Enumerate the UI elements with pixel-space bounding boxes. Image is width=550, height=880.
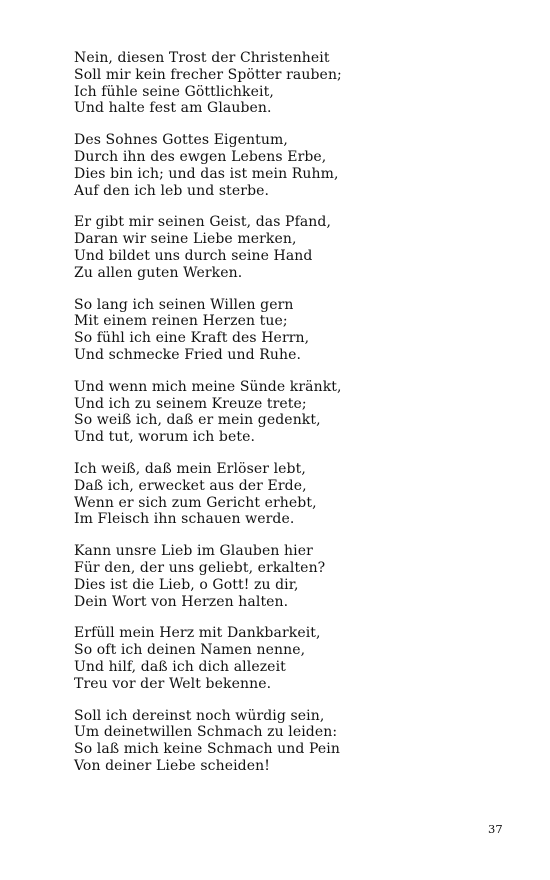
- poem-line: Und tut, worum ich bete.: [74, 429, 256, 446]
- stanza: [74, 50, 494, 117]
- stanza: [74, 625, 494, 692]
- poem-line: Und ich zu seinem Kreuze trete;: [74, 395, 307, 412]
- poem-line: Von deiner Liebe scheiden!: [74, 757, 270, 774]
- poem-line: Treu vor der Welt bekenne.: [74, 675, 272, 692]
- poem-line: Nein, diesen Trost der Christenheit: [74, 50, 330, 66]
- poem-line: Mit einem reinen Herzen tue;: [74, 313, 288, 330]
- poem-line: Dies ist die Lieb, o Gott! zu dir,: [74, 576, 299, 593]
- poem-line: Wenn er sich zum Gericht erhebt,: [74, 494, 317, 511]
- poem-line: Ich fühle seine Göttlichkeit,: [74, 83, 274, 100]
- poem-line: So lang ich seinen Willen gern: [74, 296, 294, 313]
- poem-line: Dies bin ich; und das ist mein Ruhm,: [74, 165, 339, 182]
- stanza: [74, 543, 494, 610]
- page-number: 37: [488, 822, 503, 836]
- poem-line: Für den, der uns geliebt, erkalten?: [74, 559, 326, 576]
- poem-body: [74, 50, 494, 790]
- poem-line: Er gibt mir seinen Geist, das Pfand,: [74, 214, 332, 231]
- stanza: [74, 132, 494, 199]
- poem-line: Kann unsre Lieb im Glauben hier: [74, 543, 313, 560]
- poem-line: So fühl ich eine Kraft des Herrn,: [74, 330, 310, 347]
- poem-line: Und hilf, daß ich dich allezeit: [74, 658, 286, 675]
- poem-line: So laß mich keine Schmach und Pein: [74, 741, 340, 758]
- poem-line: Zu allen guten Werken.: [74, 264, 243, 281]
- poem-line: Und schmecke Fried und Ruhe.: [74, 346, 302, 363]
- poem-line: Des Sohnes Gottes Eigentum,: [74, 132, 288, 149]
- poem-line: Und bildet uns durch seine Hand: [74, 247, 313, 264]
- poem-line: Erfüll mein Herz mit Dankbarkeit,: [74, 625, 321, 642]
- poem-line: Und halte fest am Glauben.: [74, 100, 272, 117]
- poem-line: Daß ich, erwecket aus der Erde,: [74, 477, 307, 494]
- poem-line: Durch ihn des ewgen Lebens Erbe,: [74, 148, 327, 165]
- poem-line: Soll ich dereinst noch würdig sein,: [74, 707, 325, 724]
- stanza: [74, 379, 494, 446]
- poem-line: So oft ich deinen Namen nenne,: [74, 642, 306, 659]
- stanza: [74, 461, 494, 528]
- stanza: [74, 214, 494, 281]
- poem-line: Dein Wort von Herzen halten.: [74, 593, 289, 610]
- poem-line: Daran wir seine Liebe merken,: [74, 231, 297, 248]
- stanza: [74, 297, 494, 364]
- poem-line: Auf den ich leb und sterbe.: [74, 182, 270, 199]
- poem-line: Und wenn mich meine Sünde kränkt,: [74, 378, 342, 395]
- poem-line: Im Fleisch ihn schauen werde.: [74, 511, 295, 528]
- poem-line: Ich weiß, daß mein Erlöser lebt,: [74, 460, 306, 477]
- poem-line: Soll mir kein frecher Spötter rauben;: [74, 66, 342, 83]
- poem-line: So weiß ich, daß er mein gedenkt,: [74, 412, 321, 429]
- stanza: [74, 708, 494, 775]
- poem-line: Um deinetwillen Schmach zu leiden:: [74, 724, 338, 741]
